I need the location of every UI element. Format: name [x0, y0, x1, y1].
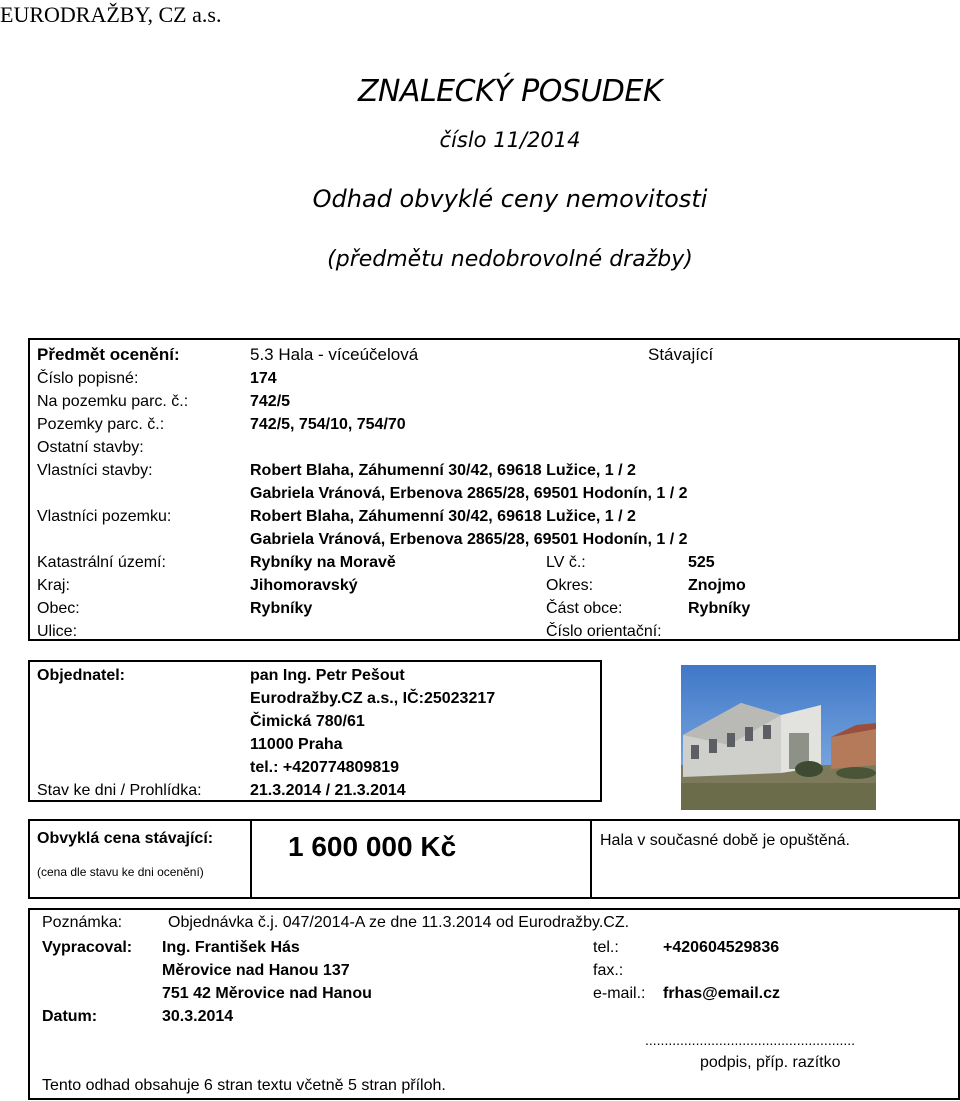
vypracoval-label: Vypracoval: — [42, 939, 133, 956]
signature-label: podpis, příp. razítko — [700, 1054, 841, 1071]
vlastnici-pozemku-label: Vlastníci pozemku: — [37, 508, 172, 525]
objednatel-line-1: pan Ing. Petr Pešout — [250, 667, 405, 684]
obec-value: Rybníky — [250, 600, 313, 617]
kraj-value: Jihomoravský — [250, 577, 358, 594]
lv-label: LV č.: — [546, 554, 586, 571]
email-value: frhas@email.cz — [663, 985, 780, 1002]
tel-value: +420604529836 — [663, 939, 780, 956]
document-number: číslo 11/2014 — [439, 128, 581, 152]
na-pozemku-label: Na pozemku parc. č.: — [37, 393, 189, 410]
vlastnik-stavby-1: Robert Blaha, Záhumenní 30/42, 69618 Lužice, 1 / 2 — [250, 462, 636, 479]
vlastnik-pozemku-2: Gabriela Vránová, Erbenova 2865/28, 69501 Hodonín, 1 / 2 — [250, 531, 688, 548]
cislo-orientacni-label: Číslo orientační: — [546, 623, 662, 640]
cislo-popisne-label: Číslo popisné: — [37, 370, 139, 387]
ulice-label: Ulice: — [37, 623, 78, 640]
vypracoval-line-1: Ing. František Hás — [162, 939, 300, 956]
email-label: e-mail.: — [593, 985, 646, 1002]
price-remark: Hala v současné době je opuštěná. — [600, 832, 850, 849]
poznamka-value: Objednávka č.j. 047/2014-A ze dne 11.3.2014 od Eurodražby.CZ. — [168, 914, 630, 931]
okres-value: Znojmo — [688, 577, 746, 594]
objednatel-line-4: 11000 Praha — [250, 736, 343, 753]
fax-label: fax.: — [593, 962, 624, 979]
kraj-label: Kraj: — [37, 577, 70, 594]
okres-label: Okres: — [546, 577, 594, 594]
company-name: EURODRAŽBY, CZ a.s. — [0, 2, 222, 27]
price-note: (cena dle stavu ke dni ocenění) — [37, 865, 204, 879]
predmet-label: Předmět ocenění: — [37, 345, 180, 364]
katastralni-value: Rybníky na Moravě — [250, 554, 396, 571]
pozemky-value: 742/5, 754/10, 754/70 — [250, 416, 406, 433]
vypracoval-line-2: Měrovice nad Hanou 137 — [162, 962, 350, 979]
price-value: 1 600 000 Kč — [288, 831, 457, 862]
objednatel-line-3: Čimická 780/61 — [250, 713, 365, 730]
datum-label: Datum: — [42, 1008, 98, 1025]
vlastnik-stavby-2: Gabriela Vránová, Erbenova 2865/28, 69501 Hodonín, 1 / 2 — [250, 485, 688, 502]
pages-note: Tento odhad obsahuje 6 stran textu včetně 5 stran příloh. — [42, 1077, 446, 1094]
pozemky-label: Pozemky parc. č.: — [37, 416, 165, 433]
ostatni-stavby-label: Ostatní stavby: — [37, 439, 144, 456]
objednatel-label: Objednatel: — [37, 667, 126, 684]
katastralni-label: Katastrální území: — [37, 554, 166, 571]
cast-obce-label: Část obce: — [546, 600, 623, 617]
price-label: Obvyklá cena stávající: — [37, 830, 214, 847]
na-pozemku-value: 742/5 — [250, 393, 291, 410]
lv-value: 525 — [688, 554, 715, 571]
signature-dots: ...................................................... — [645, 1032, 856, 1048]
property-photo — [681, 665, 876, 810]
document-subtitle: Odhad obvyklé ceny nemovitosti — [312, 185, 708, 213]
price-divider-2 — [590, 819, 592, 899]
vlastnici-stavby-label: Vlastníci stavby: — [37, 462, 153, 479]
cislo-popisne-value: 174 — [250, 370, 277, 387]
document-subtitle-2: (předmětu nedobrovolné dražby) — [327, 247, 693, 272]
vlastnik-pozemku-1: Robert Blaha, Záhumenní 30/42, 69618 Lužice, 1 / 2 — [250, 508, 636, 525]
tel-label: tel.: — [593, 939, 619, 956]
stav-value: 21.3.2014 / 21.3.2014 — [250, 782, 406, 799]
vypracoval-line-3: 751 42 Měrovice nad Hanou — [162, 985, 372, 1002]
price-divider — [250, 819, 252, 899]
document-title: ZNALECKÝ POSUDEK — [357, 74, 663, 109]
objednatel-line-5: tel.: +420774809819 — [250, 759, 400, 776]
poznamka-label: Poznámka: — [42, 914, 123, 931]
cast-obce-value: Rybníky — [688, 600, 751, 617]
predmet-status: Stávající — [648, 345, 714, 364]
stav-label: Stav ke dni / Prohlídka: — [37, 782, 202, 799]
objednatel-line-2: Eurodražby.CZ a.s., IČ:25023217 — [250, 690, 496, 707]
predmet-value: 5.3 Hala - víceúčelová — [250, 345, 419, 364]
datum-value: 30.3.2014 — [162, 1008, 234, 1025]
obec-label: Obec: — [37, 600, 80, 617]
